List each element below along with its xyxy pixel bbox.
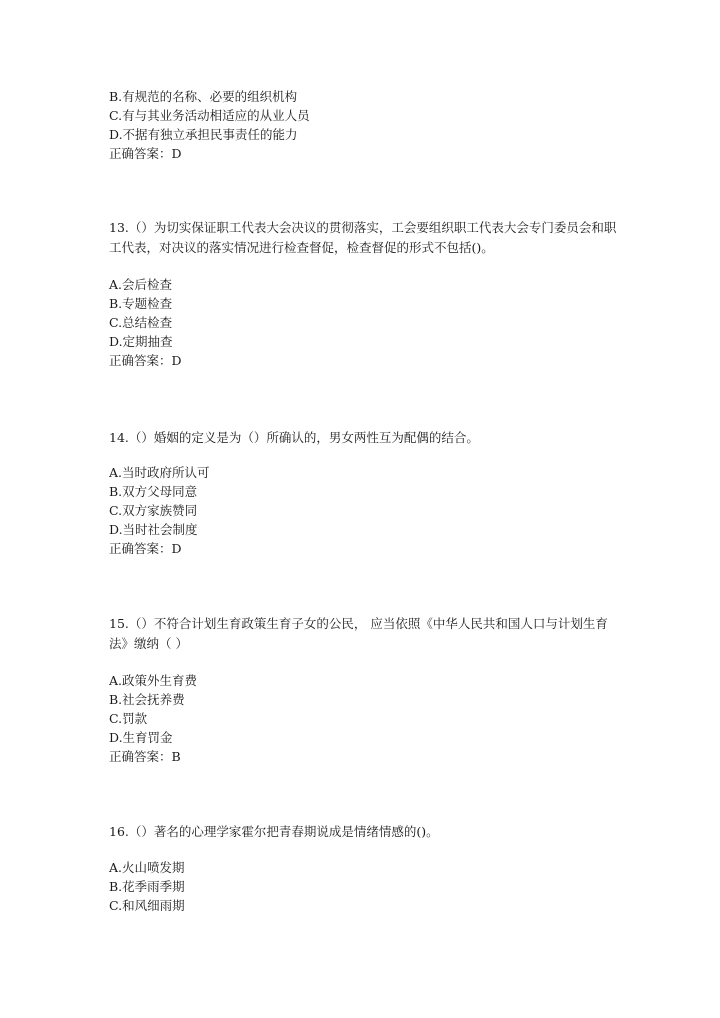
answer-line: 正确答案：B: [109, 749, 181, 764]
option-c: C.罚款: [109, 711, 148, 726]
question-16-text: 16.（）著名的心理学家霍尔把青春期说成是情绪情感的()。: [109, 824, 439, 839]
option-a: A.当时政府所认可: [109, 465, 210, 480]
option-b: B.有规范的名称、必要的组织机构: [109, 89, 298, 104]
option-a: A.政策外生育费: [109, 673, 198, 688]
option-c: C.总结检查: [109, 315, 173, 330]
answer-line: 正确答案：D: [109, 541, 182, 556]
option-b: B.花季雨季期: [109, 879, 185, 894]
question-13-text: 13.（）为切实保证职工代表大会决议的贯彻落实，工会要组织职工代表大会专门委员会和职工代表，对决议的落实情况进行检查督促，检查督促的形式不包括()。: [109, 220, 617, 255]
question-15-text: 15.（）不符合计划生育政策生育子女的公民， 应当依照《中华人民共和国人口与计划生育法》缴纳（ ）: [109, 616, 608, 651]
answer-line: 正确答案：D: [109, 146, 182, 161]
option-c: C.有与其业务活动相适应的从业人员: [109, 108, 310, 123]
option-b: B.社会抚养费: [109, 692, 185, 707]
option-a: A.会后检查: [109, 277, 173, 292]
option-d: D.定期抽查: [109, 334, 173, 349]
option-d: D.当时社会制度: [109, 522, 198, 537]
answer-line: 正确答案：D: [109, 353, 182, 368]
option-d: D.不据有独立承担民事责任的能力: [109, 127, 298, 142]
question-14-text: 14.（）婚姻的定义是为（）所确认的，男女两性互为配偶的结合。: [109, 430, 479, 445]
option-c: C.双方家族赞同: [109, 503, 198, 518]
option-d: D.生育罚金: [109, 730, 173, 745]
option-c: C.和风细雨期: [109, 898, 185, 913]
option-a: A.火山喷发期: [109, 860, 185, 875]
option-b: B.双方父母同意: [109, 484, 198, 499]
option-b: B.专题检查: [109, 296, 173, 311]
